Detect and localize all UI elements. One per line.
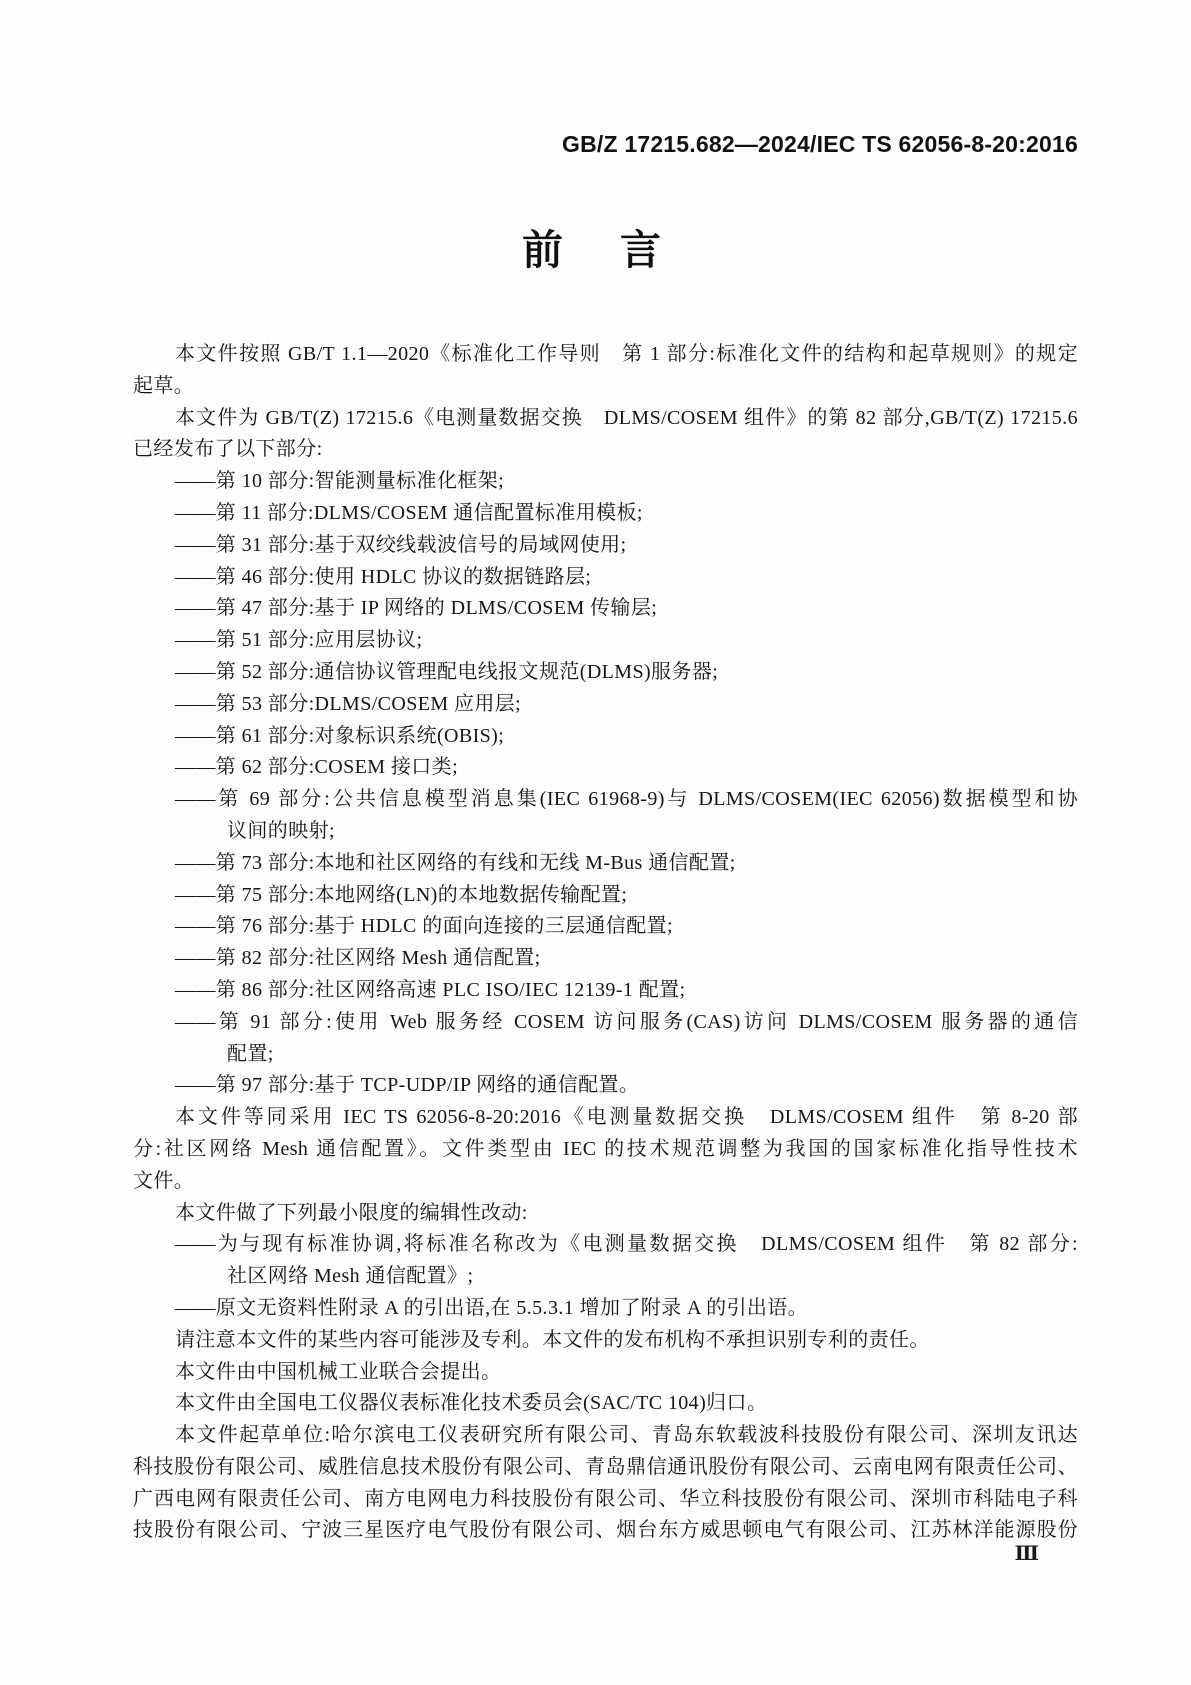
list-item: ——第 10 部分:智能测量标准化框架;: [175, 470, 505, 493]
page-number: Ⅲ: [1014, 1543, 1039, 1565]
text-line: 技股份有限公司、宁波三星医疗电气股份有限公司、烟台东方威思顿电气有限公司、江苏林洋能源股份: [133, 1519, 1078, 1542]
text-line: 分:社区网络 Mesh 通信配置》。文件类型由 IEC 的技术规范调整为我国的国家标准化指导性技术: [133, 1137, 1078, 1160]
list-item: ——第 73 部分:本地和社区网络的有线和无线 M-Bus 通信配置;: [175, 851, 736, 874]
text-line: 本文件起草单位:哈尔滨电工仪表研究所有限公司、青岛东软载波科技股份有限公司、深圳友讯达: [175, 1424, 1078, 1447]
list-item: ——第 31 部分:基于双绞线载波信号的局域网使用;: [175, 533, 627, 556]
list-item: ——第 76 部分:基于 HDLC 的面向连接的三层通信配置;: [175, 915, 673, 938]
text-line: 起草。: [133, 374, 195, 397]
list-item: ——第 46 部分:使用 HDLC 协议的数据链路层;: [175, 565, 592, 588]
list-item: ——第 11 部分:DLMS/COSEM 通信配置标准用模板;: [175, 501, 643, 524]
list-item-continuation: 社区网络 Mesh 通信配置》;: [227, 1265, 474, 1288]
text-line: 本文件由全国电工仪器仪表标准化技术委员会(SAC/TC 104)归口。: [175, 1392, 768, 1415]
list-item: ——第 91 部分:使用 Web 服务经 COSEM 访问服务(CAS)访问 DLMS/COSEM 服务器的通信: [175, 1010, 1078, 1033]
list-item-continuation: 配置;: [227, 1042, 274, 1065]
text-line: 文件。: [133, 1169, 195, 1192]
list-item: ——第 86 部分:社区网络高速 PLC ISO/IEC 12139-1 配置;: [175, 978, 686, 1001]
list-item: ——第 52 部分:通信协议管理配电线报文规范(DLMS)服务器;: [175, 660, 719, 683]
text-line: 本文件等同采用 IEC TS 62056-8-20:2016《电测量数据交换 DLMS/COSEM 组件 第 8-20 部: [175, 1106, 1078, 1129]
list-item: ——第 47 部分:基于 IP 网络的 DLMS/COSEM 传输层;: [175, 597, 658, 620]
text-line: 已经发布了以下部分:: [133, 438, 323, 461]
list-item: ——第 53 部分:DLMS/COSEM 应用层;: [175, 692, 522, 715]
list-item: ——第 69 部分:公共信息模型消息集(IEC 61968-9)与 DLMS/COSEM(IEC 62056)数据模型和协: [175, 788, 1078, 811]
text-line: 本文件为 GB/T(Z) 17215.6《电测量数据交换 DLMS/COSEM 组件》的第 82 部分,GB/T(Z) 17215.6: [175, 406, 1078, 429]
foreword-body: [133, 339, 1078, 1547]
list-item: ——第 51 部分:应用层协议;: [175, 629, 423, 652]
text-line: 广西电网有限责任公司、南方电网电力科技股份有限公司、华立科技股份有限公司、深圳市科陆电子科: [133, 1487, 1078, 1510]
list-item: ——第 75 部分:本地网络(LN)的本地数据传输配置;: [175, 883, 628, 906]
standard-number: GB/Z 17215.682—2024/IEC TS 62056-8-20:2016: [562, 131, 1078, 157]
page-title: 前 言: [522, 227, 669, 273]
list-item: ——第 61 部分:对象标识系统(OBIS);: [175, 724, 505, 747]
text-line: 本文件做了下列最小限度的编辑性改动:: [175, 1201, 528, 1224]
list-item: ——第 62 部分:COSEM 接口类;: [175, 756, 459, 779]
list-item: ——第 97 部分:基于 TCP-UDP/IP 网络的通信配置。: [175, 1074, 640, 1097]
text-line: 本文件由中国机械工业联合会提出。: [175, 1360, 502, 1383]
text-line: 本文件按照 GB/T 1.1—2020《标准化工作导则 第 1 部分:标准化文件的结构和起草规则》的规定: [175, 343, 1078, 365]
list-item: ——第 82 部分:社区网络 Mesh 通信配置;: [175, 947, 541, 970]
text-line: 请注意本文件的某些内容可能涉及专利。本文件的发布机构不承担识别专利的责任。: [175, 1328, 930, 1351]
list-item-continuation: 议间的映射;: [227, 819, 335, 842]
list-item: ——原文无资料性附录 A 的引出语,在 5.5.3.1 增加了附录 A 的引出语。: [175, 1296, 809, 1319]
list-item: ——为与现有标准协调,将标准名称改为《电测量数据交换 DLMS/COSEM 组件 第 82 部分:: [175, 1233, 1078, 1256]
text-line: 科技股份有限公司、威胜信息技术股份有限公司、青岛鼎信通讯股份有限公司、云南电网有限责任公司、: [133, 1455, 1078, 1478]
